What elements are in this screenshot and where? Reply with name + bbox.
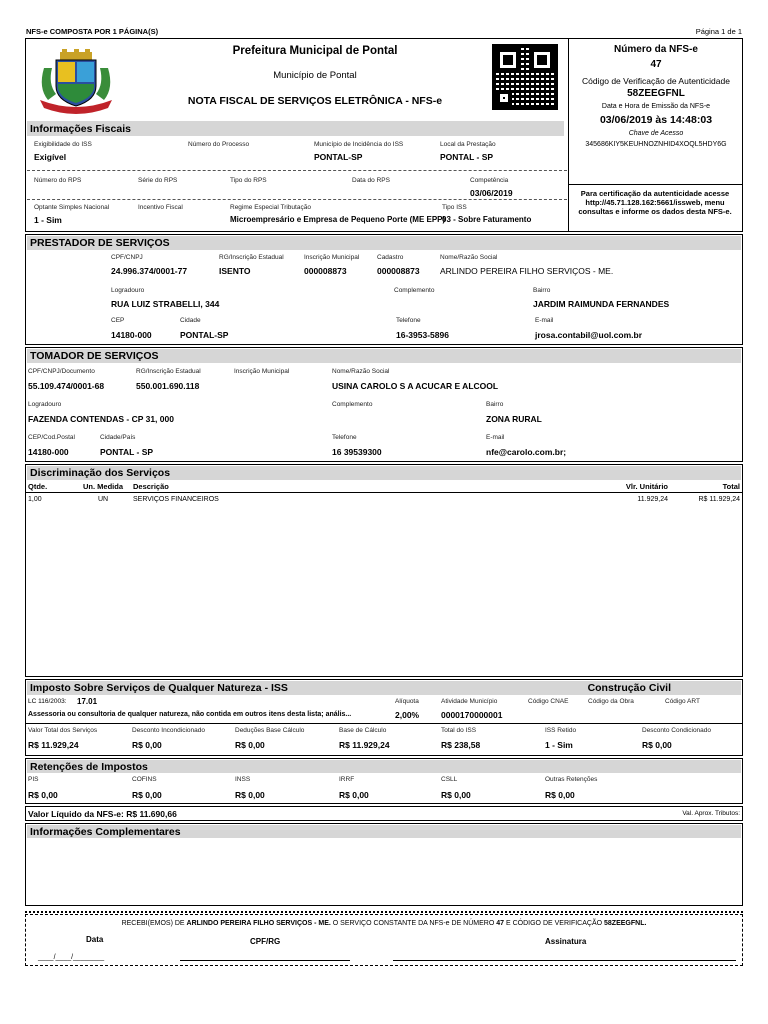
fiscal-divider-2 <box>27 199 567 200</box>
customer-phone-label: Telefone <box>332 434 357 441</box>
receipt-date-label: Data <box>86 935 104 944</box>
iss-type-label: Tipo ISS <box>442 204 467 211</box>
lc-description: Assessoria ou consultoria de qualquer natureza, não contida em outros itens desta lista; anális... <box>28 711 352 718</box>
qr-code <box>492 44 558 110</box>
rps-type-label: Tipo do RPS <box>230 177 267 184</box>
irrf-label: IRRF <box>339 776 355 783</box>
receipt-text <box>25 920 743 927</box>
competence-value: 03/06/2019 <box>470 188 513 198</box>
pis-label: PIS <box>28 776 39 783</box>
col-unit-price-header: Vlr. Unitário <box>625 482 668 491</box>
services-header-line <box>25 492 743 493</box>
calc-base-label: Base de Cálculo <box>339 727 387 734</box>
nfse-number-label: Número da NFS-e <box>614 44 698 55</box>
provider-cnpj-label: CPF/CNPJ <box>111 254 143 261</box>
customer-doc-label: CPF/CNPJ/Documento <box>28 368 95 375</box>
provider-city-label: Cidade <box>180 317 201 324</box>
process-number-label: Número do Processo <box>188 141 250 148</box>
provider-district-value: JARDIM RAIMUNDA FERNANDES <box>533 299 670 309</box>
irrf-value: R$ 0,00 <box>339 790 369 800</box>
provider-complement-label: Complemento <box>394 287 435 294</box>
iss-type-value: 03 - Sobre Faturamento <box>442 215 532 224</box>
other-retentions-value: R$ 0,00 <box>545 790 575 800</box>
certification-note: Para certificação da autenticidade acesse http://45.71.128.162:5661/issweb, menu consultas e informe os dados desta NFS-e. <box>578 189 732 216</box>
iss-section-header <box>27 681 741 695</box>
activity-label: Atividade Município <box>441 698 498 705</box>
provider-rg-label: RG/Inscrição Estadual <box>219 254 284 261</box>
iss-divider <box>25 723 743 724</box>
verification-code: 58ZEEGFNL <box>627 88 685 99</box>
customer-doc-value: 55.109.474/0001-68 <box>28 381 105 391</box>
emission-date-label: Data e Hora de Emissão da NFS-e <box>601 103 711 110</box>
customer-email-value: nfe@carolo.com.br; <box>486 447 567 457</box>
prefeitura-title: Prefeitura Municipal de Pontal <box>232 45 398 57</box>
provider-section-header: PRESTADOR DE SERVIÇOS <box>27 236 741 250</box>
customer-rg-label: RG/Inscrição Estadual <box>136 368 201 375</box>
col-qty-header: Qtde. <box>28 482 48 491</box>
provider-street-label: Logradouro <box>111 287 145 294</box>
col-unit-header: Un. Medida <box>83 482 124 491</box>
provider-phone-label: Telefone <box>396 317 421 324</box>
simples-value: 1 - Sim <box>34 215 62 225</box>
provider-email-label: E-mail <box>535 317 554 324</box>
customer-street-value: FAZENDA CONTENDAS - CP 31, 000 <box>28 414 174 424</box>
provider-im-label: Inscrição Municipal <box>304 254 360 261</box>
approx-taxes-label: Val. Aprox. Tributos: <box>682 810 740 817</box>
provider-street-value: RUA LUIZ STRABELLI, 344 <box>111 299 220 309</box>
cond-discount-value: R$ 0,00 <box>642 740 672 750</box>
receipt-signature-label: Assinatura <box>545 937 587 946</box>
iss-exigibility-value: Exigível <box>34 152 67 162</box>
customer-district-label: Bairro <box>486 401 504 408</box>
lc-code: 17.01 <box>77 697 98 706</box>
provider-city-value: PONTAL-SP <box>180 330 229 340</box>
cut-line <box>25 911 743 913</box>
nfse-number: 47 <box>650 59 662 70</box>
receipt-date-blank[interactable]: ____/____/________ <box>38 954 105 961</box>
customer-rg-value: 550.001.690.118 <box>136 381 200 391</box>
uncond-discount-value: R$ 0,00 <box>132 740 162 750</box>
additional-info-header: Informações Complementares <box>27 825 741 838</box>
col-desc-header: Descrição <box>133 482 169 491</box>
provider-cep-label: CEP <box>111 317 125 324</box>
customer-email-label: E-mail <box>486 434 505 441</box>
uncond-discount-label: Desconto Incondicionado <box>132 727 205 734</box>
special-regime-label: Regime Especial Tributação <box>230 204 311 211</box>
receipt-provider: ARLINDO PEREIRA FILHO SERVIÇOS - ME. <box>186 920 331 927</box>
receipt-text-2: O SERVIÇO CONSTANTE DA NFS-e DE NÚMERO <box>330 920 497 927</box>
provider-cnpj-value: 24.996.374/0001-77 <box>111 266 188 276</box>
pis-value: R$ 0,00 <box>28 790 58 800</box>
provider-cep-value: 14180-000 <box>111 330 152 340</box>
total-iss-label: Total do ISS <box>441 727 477 734</box>
provider-im-value: 000008873 <box>304 266 347 276</box>
iss-withheld-label: ISS Retido <box>545 727 577 734</box>
cofins-value: R$ 0,00 <box>132 790 162 800</box>
customer-name-label: Nome/Razão Social <box>332 368 390 375</box>
provider-name-label: Nome/Razão Social <box>440 254 498 261</box>
art-code-label: Código ART <box>665 698 700 705</box>
fiscal-divider <box>27 170 567 171</box>
total-services-value: R$ 11.929,24 <box>28 740 79 750</box>
inss-value: R$ 0,00 <box>235 790 265 800</box>
special-regime-value: Microempresário e Empresa de Pequeno Porte (ME EPP) <box>230 215 446 224</box>
iss-exigibility-label: Exigibilidade do ISS <box>34 141 92 148</box>
csll-value: R$ 0,00 <box>441 790 471 800</box>
customer-city-label: Cidade/País <box>100 434 136 441</box>
net-value: Valor Líquido da NFS-e: R$ 11.690,66 <box>28 809 177 819</box>
fiscal-section-header: Informações Fiscais <box>27 121 564 136</box>
customer-section-header: TOMADOR DE SERVIÇOS <box>27 349 741 363</box>
rps-number-label: Número do RPS <box>34 177 82 184</box>
receipt-number: 47 <box>496 920 505 927</box>
customer-city-value: PONTAL - SP <box>100 447 154 457</box>
csll-label: CSLL <box>441 776 458 783</box>
total-services-label: Valor Total dos Serviços <box>28 727 98 734</box>
access-key-label: Chave de Acesso <box>628 130 684 137</box>
service-location-label: Local da Prestação <box>440 141 496 148</box>
header-divider <box>568 38 569 232</box>
receipt-cpf-label: CPF/RG <box>250 937 281 946</box>
provider-email-value: jrosa.contabil@uol.com.br <box>535 330 642 340</box>
customer-street-label: Logradouro <box>28 401 62 408</box>
customer-district-value: ZONA RURAL <box>486 414 542 424</box>
verification-code-label: Código de Verificação de Autenticidade <box>582 76 730 86</box>
coat-of-arms-logo <box>34 48 118 114</box>
inss-label: INSS <box>235 776 251 783</box>
other-retentions-label: Outras Retenções <box>545 776 598 783</box>
emission-date: 03/06/2019 às 14:48:03 <box>599 114 713 126</box>
provider-cadastro-label: Cadastro <box>377 254 404 261</box>
iss-title: Imposto Sobre Serviços de Qualquer Natureza - ISS <box>30 682 288 694</box>
deductions-value: R$ 0,00 <box>235 740 265 750</box>
retentions-section-header: Retenções de Impostos <box>27 760 741 773</box>
provider-district-label: Bairro <box>533 287 551 294</box>
page-counter: Página 1 de 1 <box>695 27 742 36</box>
receipt-text-1: RECEBI(EMOS) DE <box>121 920 187 927</box>
pages-info: NFS-e COMPOSTA POR 1 PÁGINA(S) <box>26 27 159 36</box>
provider-cadastro-value: 000008873 <box>377 266 420 276</box>
row-desc: SERVIÇOS FINANCEIROS <box>133 496 219 503</box>
iss-municipality-value: PONTAL-SP <box>314 152 363 162</box>
provider-phone-value: 16-3953-5896 <box>396 330 449 340</box>
receipt-cpf-line[interactable] <box>180 960 350 961</box>
services-section-header: Discriminação dos Serviços <box>27 466 741 480</box>
receipt-code: 58ZEEGFNL. <box>604 920 647 927</box>
total-iss-value: R$ 238,58 <box>441 740 481 750</box>
row-unit: UN <box>98 496 109 503</box>
customer-name-value: USINA CAROLO S A ACUCAR E ALCOOL <box>332 381 499 391</box>
row-qty: 1,00 <box>28 496 42 503</box>
rps-series-label: Série do RPS <box>138 177 178 184</box>
work-code-label: Código da Obra <box>588 698 634 705</box>
row-total: R$ 11.929,24 <box>698 496 740 503</box>
provider-rg-value: ISENTO <box>219 266 251 276</box>
simples-label: Optante Simples Nacional <box>34 204 110 211</box>
customer-complement-label: Complemento <box>332 401 373 408</box>
receipt-signature-line[interactable] <box>393 960 736 961</box>
row-unit-price: 11.929,24 <box>637 496 668 503</box>
iss-withheld-value: 1 - Sim <box>545 740 573 750</box>
incentive-label: Incentivo Fiscal <box>138 204 183 211</box>
construction-title: Construção Civil <box>587 682 671 694</box>
calc-base-value: R$ 11.929,24 <box>339 740 390 750</box>
lc-label: LC 116/2003: <box>28 698 67 705</box>
iss-municipality-label: Município de Incidência do ISS <box>314 141 404 148</box>
activity-value: 0000170000001 <box>441 710 503 720</box>
customer-phone-value: 16 39539300 <box>332 447 382 457</box>
service-location-value: PONTAL - SP <box>440 152 494 162</box>
cond-discount-label: Desconto Condicionado <box>642 727 712 734</box>
receipt-text-3: E CÓDIGO DE VERIFICAÇÃO <box>504 920 605 927</box>
rate-label: Alíquota <box>395 698 419 705</box>
cnae-label: Código CNAE <box>528 698 569 705</box>
rate-value: 2,00% <box>395 710 420 720</box>
municipio-title: Município de Pontal <box>273 70 357 81</box>
customer-cep-value: 14180-000 <box>28 447 69 457</box>
customer-cep-label: CEP/Cod.Postal <box>28 434 75 441</box>
cert-divider <box>568 184 743 185</box>
rps-date-label: Data do RPS <box>352 177 390 184</box>
cofins-label: COFINS <box>132 776 157 783</box>
customer-box <box>25 347 743 462</box>
competence-label: Competência <box>470 177 509 184</box>
access-key: 345686KIY5KEUHNOZNHID4XOQL5HDY6G <box>585 141 727 148</box>
provider-name-value: ARLINDO PEREIRA FILHO SERVIÇOS - ME. <box>440 266 614 276</box>
customer-im-label: Inscrição Municipal <box>234 368 290 375</box>
deductions-label: Deduções Base Cálculo <box>235 727 305 734</box>
document-title: NOTA FISCAL DE SERVIÇOS ELETRÔNICA - NFS-e <box>187 95 443 107</box>
col-total-header: Total <box>722 482 740 491</box>
